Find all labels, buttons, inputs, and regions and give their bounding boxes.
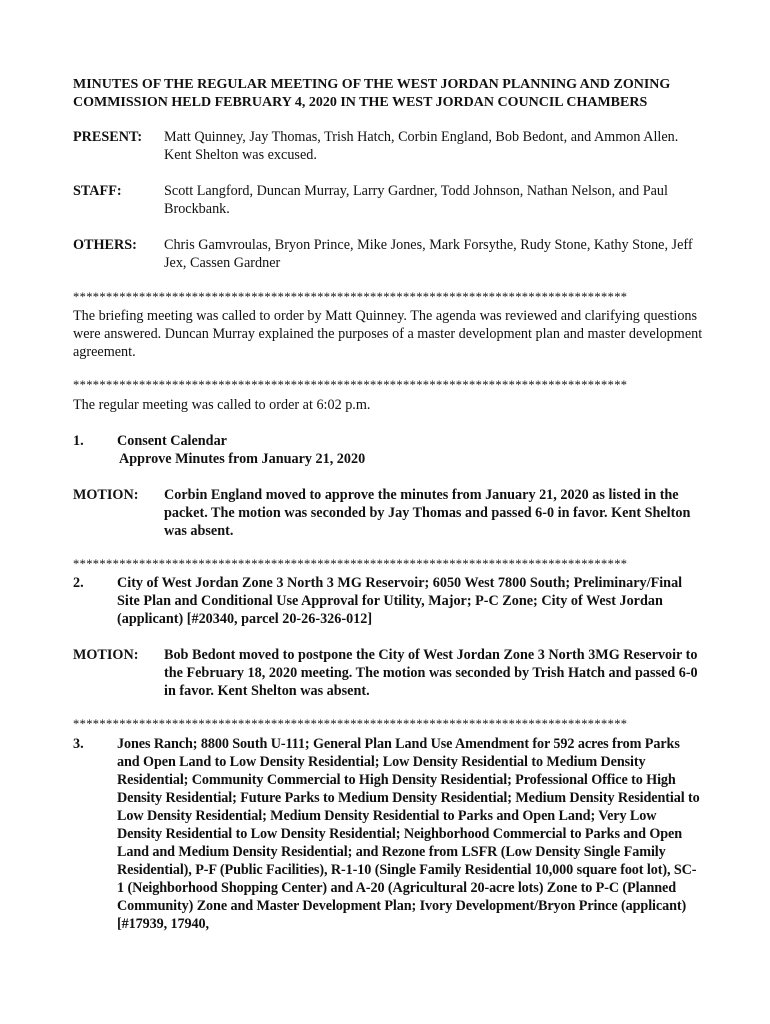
present-text: Matt Quinney, Jay Thomas, Trish Hatch, Corbin England, Bob Bedont, and Ammon Allen. Kent Shelton was excused.: [164, 129, 679, 163]
document-title: MINUTES OF THE REGULAR MEETING OF THE WEST JORDAN PLANNING AND ZONING COMMISSION HELD FEBRUARY 4, 2020 IN THE WEST JORDAN COUNCIL CHAMBERS: [73, 77, 671, 110]
separator-line: ************************************************************************************: [73, 557, 628, 571]
item-heading: Consent Calendar: [117, 433, 227, 449]
staff-text: Scott Langford, Duncan Murray, Larry Gardner, Todd Johnson, Nathan Nelson, and Paul Brockbank.: [164, 183, 668, 217]
item-subheading: Approve Minutes from January 21, 2020: [119, 451, 366, 467]
item-heading: Jones Ranch; 8800 South U-111; General Plan Land Use Amendment for 592 acres from Parks and Open Land to Low Density Residential; Low Density Residential to Medium Density Residential; Community Commercial to High Density Residential; Professional Office to High Density Residential; Future Parks to Medium Density Residential; Medium Density Residential to Low Density Residential; Medium Density Residential to Parks and Open Land; Very Low Density Residential to Low Density Residential; Neighborhood Commercial to Parks and Open Land and Medium Density Residential; and Rezone from LSFR (Low Density Single Family Residential), P-F (Public Facilities), R-1-10 (Single Family Residential 10,000 square foot lot), SC-1 (Neighborhood Shopping Center) and A-20 (Agricultural 20-acre lots) Zone to P-C (Planned Community) Zone and Master Development Plan; Ivory Development/Bryon Prince (applicant) [#17939, 17940,: [117, 736, 700, 932]
others-text: Chris Gamvroulas, Bryon Prince, Mike Jones, Mark Forsythe, Rudy Stone, Kathy Stone, Jeff Jex, Cassen Gardner: [164, 237, 693, 271]
item-number: 3.: [73, 736, 84, 752]
separator-line: ************************************************************************************: [73, 290, 628, 304]
item-number: 2.: [73, 575, 84, 591]
regular-meeting-paragraph: The regular meeting was called to order at 6:02 p.m.: [73, 397, 371, 413]
item-number: 1.: [73, 433, 84, 449]
motion-text: Corbin England moved to approve the minutes from January 21, 2020 as listed in the packet. The motion was seconded by Jay Thomas and passed 6-0 in favor. Kent Shelton was absent.: [164, 487, 691, 539]
motion-label: MOTION:: [73, 647, 139, 663]
briefing-paragraph: The briefing meeting was called to order by Matt Quinney. The agenda was reviewed and clarifying questions were answered. Duncan Murray explained the purposes of a master development plan and master development agreement.: [73, 308, 703, 360]
item-heading: City of West Jordan Zone 3 North 3 MG Reservoir; 6050 West 7800 South; Preliminary/Final Site Plan and Conditional Use Approval for Utility, Major; P-C Zone; City of West Jordan (applicant) [#20340, parcel 20-26-326-012]: [117, 575, 683, 627]
others-label: OTHERS:: [73, 237, 137, 253]
present-label: PRESENT:: [73, 129, 143, 145]
separator-line: ************************************************************************************: [73, 378, 628, 392]
motion-label: MOTION:: [73, 487, 139, 503]
separator-line: ************************************************************************************: [73, 717, 628, 731]
staff-label: STAFF:: [73, 183, 122, 199]
motion-text: Bob Bedont moved to postpone the City of West Jordan Zone 3 North 3MG Reservoir to the February 18, 2020 meeting. The motion was seconded by Trish Hatch and passed 6-0 in favor. Kent Shelton was absent.: [164, 647, 698, 699]
